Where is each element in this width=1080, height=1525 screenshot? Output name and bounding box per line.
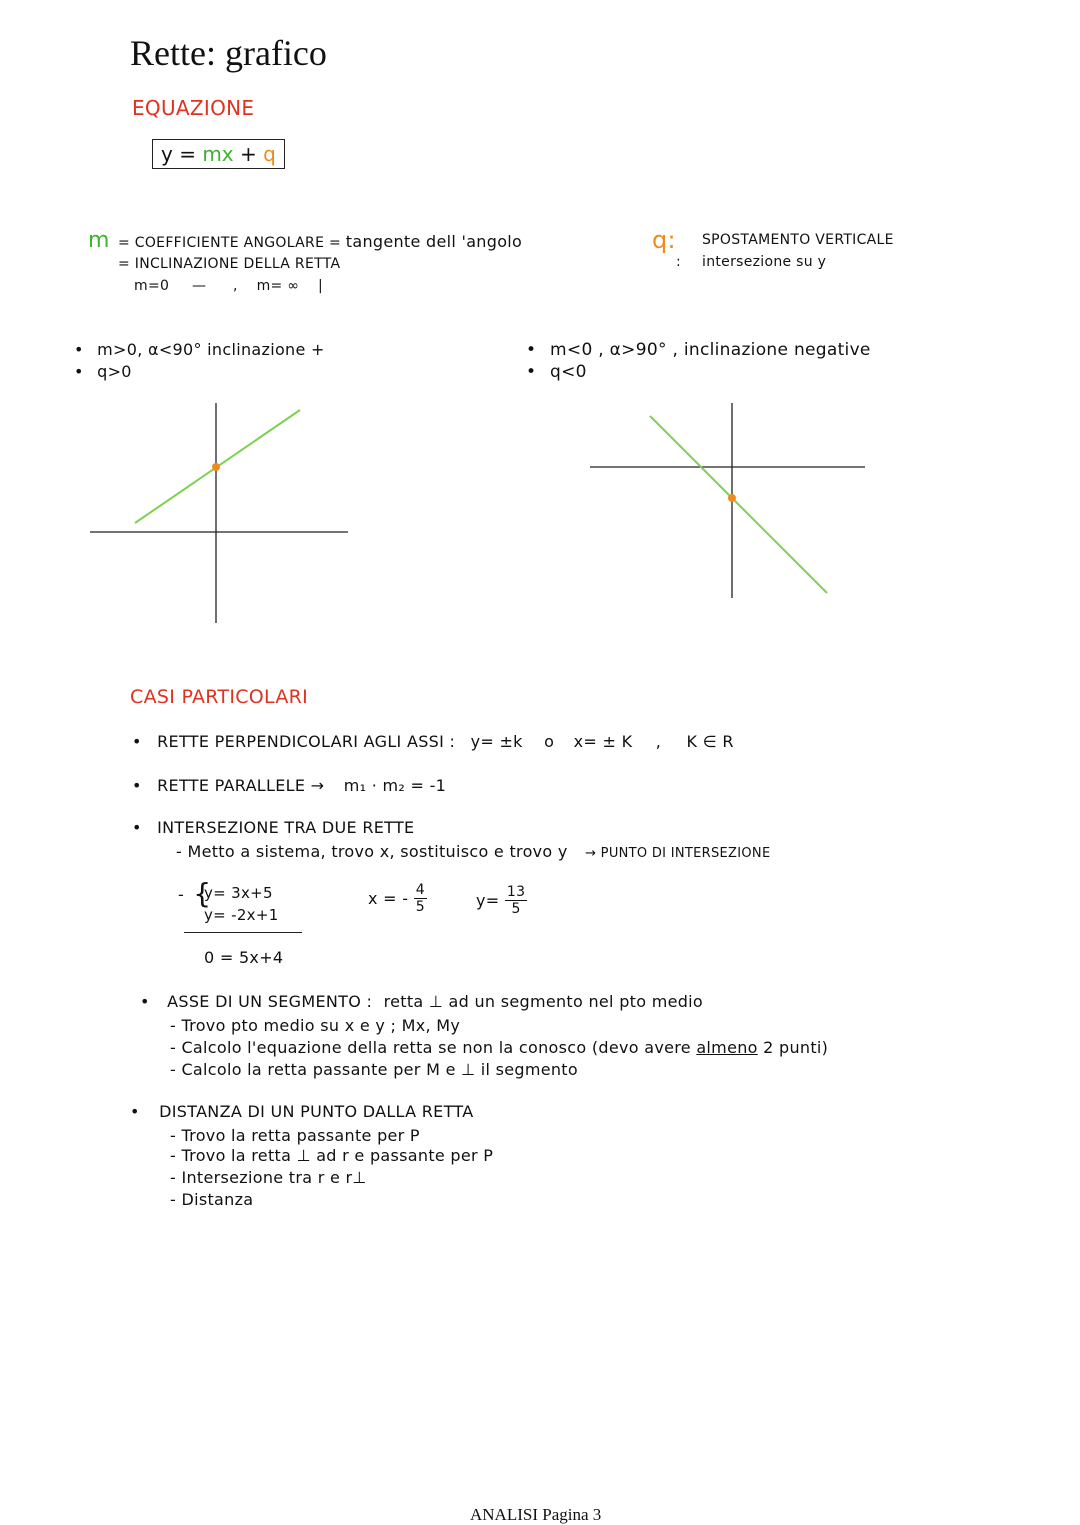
y-denominator: 5 [511, 901, 521, 917]
q-def-colon: : [676, 254, 682, 270]
bullet-dot: • [74, 340, 84, 359]
m-def-tangent: tangente dell 'angolo [345, 232, 523, 251]
x-result-fraction [414, 882, 427, 915]
q-def-line1: SPOSTAMENTO VERTICALE [702, 232, 894, 248]
perpendicular-comma: , [655, 732, 662, 751]
perpendicular-k: K ∈ R [686, 732, 734, 751]
case-negative-q: q<0 [550, 362, 587, 382]
m-infinity-label: m= ∞ [256, 278, 300, 294]
special-bullet-perpendicular [132, 732, 734, 751]
bullet-dot: • [526, 340, 537, 360]
special-bullet-axis [140, 992, 703, 1011]
m-infinity-mark: | [318, 278, 324, 294]
m-comma: , [233, 278, 238, 294]
equation-y: y [161, 142, 173, 166]
equation-q: q [263, 142, 276, 166]
parallel-formula: m₁ · m₂ = -1 [343, 776, 447, 795]
axis-title: ASSE DI UN SEGMENTO : [167, 992, 373, 1011]
case-negative-text: m<0 , α>90° , inclinazione negative [550, 340, 871, 360]
intersection-sub [176, 842, 770, 861]
intersection-arrow-text: → PUNTO DI INTERSEZIONE [585, 846, 771, 861]
y-numerator: 13 [506, 884, 526, 900]
case-positive-line2 [74, 362, 132, 381]
equation-m: mx [202, 142, 234, 166]
page-footer: ANALISI Pagina 3 [470, 1505, 602, 1524]
m-zero-label: m=0 [134, 278, 170, 294]
m-zero-mark: — [191, 278, 207, 294]
x-numerator: 4 [415, 882, 425, 898]
y-result-label: y= [476, 891, 500, 910]
page-title: Rette: grafico [130, 33, 327, 73]
x-result-label: x = - [368, 889, 409, 908]
equation-box [152, 139, 285, 169]
x-result [368, 882, 427, 915]
intercept-point [728, 494, 736, 502]
axis-step2-underlined: almeno [696, 1038, 758, 1057]
intersection-steps: - Metto a sistema, trovo x, sostituisco e trovo y [176, 842, 568, 861]
bullet-dot: • [130, 1102, 140, 1121]
case-positive-line1 [74, 340, 325, 359]
system-result: 0 = 5x+4 [204, 948, 284, 967]
bullet-dot: • [132, 732, 142, 751]
m-symbol: m [88, 228, 110, 253]
perpendicular-x: x= ± K [573, 732, 633, 751]
system-brace: { [193, 877, 212, 910]
bullet-dot: • [132, 818, 142, 837]
x-denominator: 5 [415, 899, 425, 915]
system-eq1: y= 3x+5 [204, 884, 273, 902]
system-eq2: y= -2x+1 [204, 906, 279, 924]
intersection-title: INTERSEZIONE TRA DUE RETTE [157, 818, 415, 837]
special-bullet-parallel [132, 776, 446, 795]
bullet-dot: • [74, 362, 84, 381]
special-cases-heading: CASI PARTICOLARI [130, 686, 309, 708]
m-def-line1 [118, 232, 522, 251]
system-minus-sign: - [178, 885, 185, 904]
y-result [476, 884, 527, 917]
parallel-text: RETTE PARALLELE → [157, 776, 325, 795]
axis-definition: retta ⊥ ad un segmento nel pto medio [383, 992, 704, 1011]
axis-step3: - Calcolo la retta passante per M e ⊥ il segmento [170, 1060, 578, 1079]
m-def-line2: = INCLINAZIONE DELLA RETTA [118, 256, 341, 272]
case-positive-q: q>0 [97, 362, 132, 381]
y-result-fraction [505, 884, 527, 917]
axis-step2-end: 2 punti) [763, 1038, 829, 1057]
bullet-dot: • [140, 992, 150, 1011]
axis-step2-text: - Calcolo l'equazione della retta se non la conosco (devo avere [170, 1038, 691, 1057]
m-def-coefficient: = COEFFICIENTE ANGOLARE = [118, 235, 341, 251]
q-def-line2: intersezione su y [702, 254, 827, 270]
negative-line [650, 416, 827, 593]
axis-step1: - Trovo pto medio su x e y ; Mx, My [170, 1016, 461, 1035]
intercept-point [212, 463, 220, 471]
system-divider [184, 932, 302, 933]
bullet-dot: • [526, 362, 537, 382]
graph-positive-slope [80, 395, 360, 630]
distance-step2: - Trovo la retta ⊥ ad r e passante per P [170, 1146, 494, 1165]
equation-eq: = [179, 142, 196, 166]
distance-step4: - Distanza [170, 1190, 254, 1209]
special-bullet-distance [130, 1102, 473, 1121]
distance-step1: - Trovo la retta passante per P [170, 1126, 420, 1145]
perpendicular-or: o [544, 732, 555, 751]
q-symbol: q: [652, 226, 676, 254]
equation-heading: EQUAZIONE [132, 96, 255, 120]
case-positive-text: m>0, α<90° inclinazione + [97, 340, 325, 359]
perpendicular-y: y= ±k [470, 732, 523, 751]
equation-plus: + [240, 142, 257, 166]
case-negative-line2 [526, 362, 587, 382]
bullet-dot: • [132, 776, 142, 795]
graph-negative-slope [585, 398, 875, 603]
perpendicular-text: RETTE PERPENDICOLARI AGLI ASSI : [157, 732, 456, 751]
m-zero-case [134, 278, 323, 294]
distance-step3: - Intersezione tra r e r⊥ [170, 1168, 367, 1187]
case-negative-line1 [526, 340, 871, 360]
special-bullet-intersection [132, 818, 414, 837]
axis-step2 [170, 1038, 828, 1057]
distance-title: DISTANZA DI UN PUNTO DALLA RETTA [159, 1102, 474, 1121]
